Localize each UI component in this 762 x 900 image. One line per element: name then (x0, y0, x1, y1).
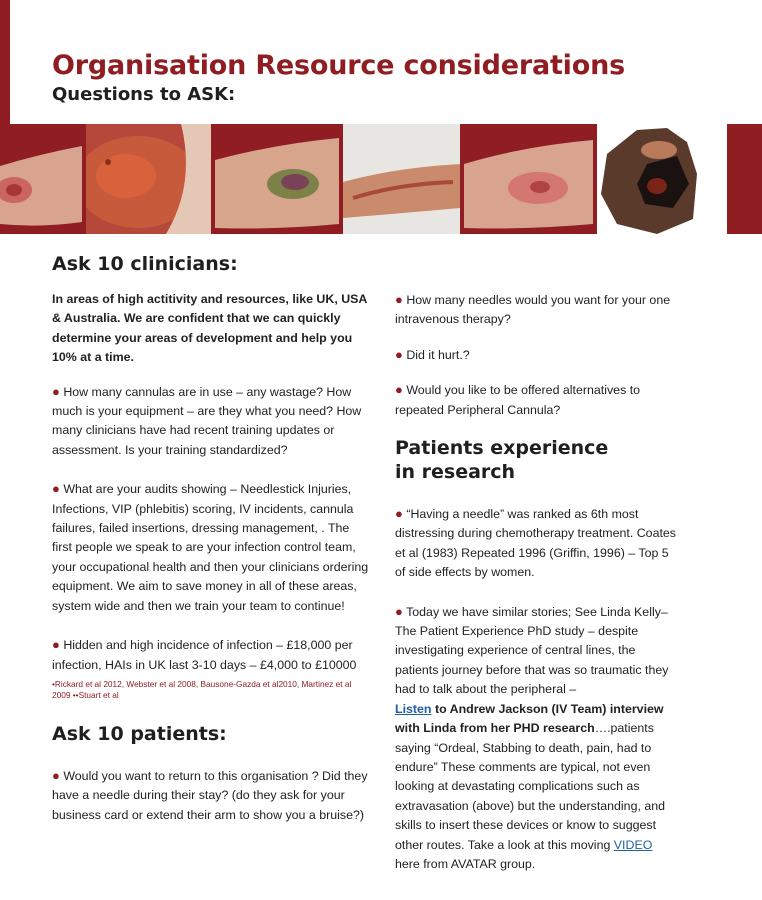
clinicians-bullet-1 (52, 382, 372, 461)
clinicians-heading: Ask 10 clinicians: (52, 253, 238, 275)
clinicians-bullet-3 (52, 635, 372, 675)
bullet-dot: ● (395, 603, 403, 619)
left-column (52, 252, 372, 825)
research-listen-paragraph (395, 700, 680, 875)
right-column (395, 290, 680, 874)
necrotic-hand-photo (597, 124, 727, 234)
bullet-dot: ● (52, 637, 60, 653)
clinicians-bullet-1-text: How many cannulas are in use – any wastage? How much is your equipment – are they what you need? How many clinicians have had recent training updates or assessment. Is your training standardized? (52, 384, 362, 457)
patients-bullet-3-text: Did it hurt.? (406, 347, 470, 362)
patients-bullet-2 (395, 290, 680, 330)
patients-bullet-3 (395, 345, 680, 365)
research-heading (395, 436, 680, 484)
bullet-dot: ● (395, 382, 403, 398)
photo-strip (0, 124, 762, 234)
listen-bold-text: to Andrew Jackson (IV Team) interview with Linda from her PHD research (395, 701, 664, 736)
research-bullet-2 (395, 602, 680, 700)
research-bullet-1 (395, 504, 680, 583)
page-title: Organisation Resource considerations (52, 50, 625, 81)
patients-bullet-1 (52, 766, 372, 825)
clinicians-bullet-2-text: What are your audits showing – Needlestick Injuries, Infections, VIP (phlebitis) scoring, IV incidents, cannula failures, failed insertions, dressing management, . The first people we speak to are your infection control team, your occupational health and then your clinicians ordering equipment. We aim to save money in all of these areas, system wide and then we train your team to continue! (52, 482, 369, 613)
references: •Rickard et al 2012, Webster et al 2008, Bausone-Gazda et al2010, Martinez et al 2009 ••Stuart et al (52, 678, 352, 701)
patients-bullet-4 (395, 380, 680, 420)
arm-inflammation-photo (464, 124, 593, 234)
research-heading-line-2: in research (395, 461, 516, 484)
swollen-red-skin-photo (86, 124, 211, 234)
clinicians-bullet-3-text: Hidden and high incidence of infection – £18,000 per infection, HAIs in UK last 3-10 days – £4,000 to £10000 (52, 638, 357, 672)
research-heading-line-1: Patients experience (395, 437, 609, 460)
patients-bullet-4-text: Would you like to be offered alternatives to repeated Peripheral Cannula? (395, 383, 641, 417)
left-accent-bar (0, 0, 10, 124)
clinicians-bullet-2 (52, 479, 372, 616)
bullet-dot: ● (395, 346, 403, 362)
arm-redness-photo (0, 124, 82, 234)
listen-link[interactable]: Listen (395, 701, 432, 716)
video-link[interactable]: VIDEO (613, 837, 653, 852)
bullet-dot: ● (395, 506, 403, 522)
bruised-arm-photo (215, 124, 339, 234)
patients-bullet-2-text: How many needles would you want for your one intravenous therapy? (395, 293, 671, 327)
bullet-dot: ● (52, 481, 60, 497)
research-bullet-2-text: Today we have similar stories; See Linda Kelly– The Patient Experience PhD study – despite investigating experience of central lines, the patients journey before that was so traumatic they had to talk about the peripheral – (395, 604, 669, 697)
patients-heading: Ask 10 patients: (52, 722, 227, 745)
bullet-dot: ● (395, 292, 403, 307)
bullet-dot: ● (52, 767, 60, 783)
page-subtitle: Questions to ASK: (52, 84, 236, 105)
research-bullet-1-text: “Having a needle” was ranked as 6th most distressing during chemotherapy treatment. Coates et al (1983) Repeated 1996 (Griffin, 1996) – Top 5 of side effects by women. (395, 507, 676, 580)
patients-bullet-1-text: Would you want to return to this organisation ? Did they have a needle during their stay? (do they ask for your business card or extend their arm to show you a bruise?) (52, 768, 368, 822)
clinicians-intro: In areas of high actitivity and resources, like UK, USA & Australia. We are confident that we can quickly determine your areas of development and help you 10% at a time. (52, 292, 367, 365)
bullet-dot: ● (52, 383, 60, 399)
listen-rest-text: ….patients saying “Ordeal, Stabbing to death, pain, had to endure” These comments are typical, not even looking at devastating complications such as extravasation (above) but the understanding, and skills to insert these devices or know to suggest other routes. Take a look at this moving (395, 721, 666, 852)
arm-vein-streak-photo (343, 124, 460, 234)
video-rest-text: here from AVATAR group. (395, 856, 536, 871)
